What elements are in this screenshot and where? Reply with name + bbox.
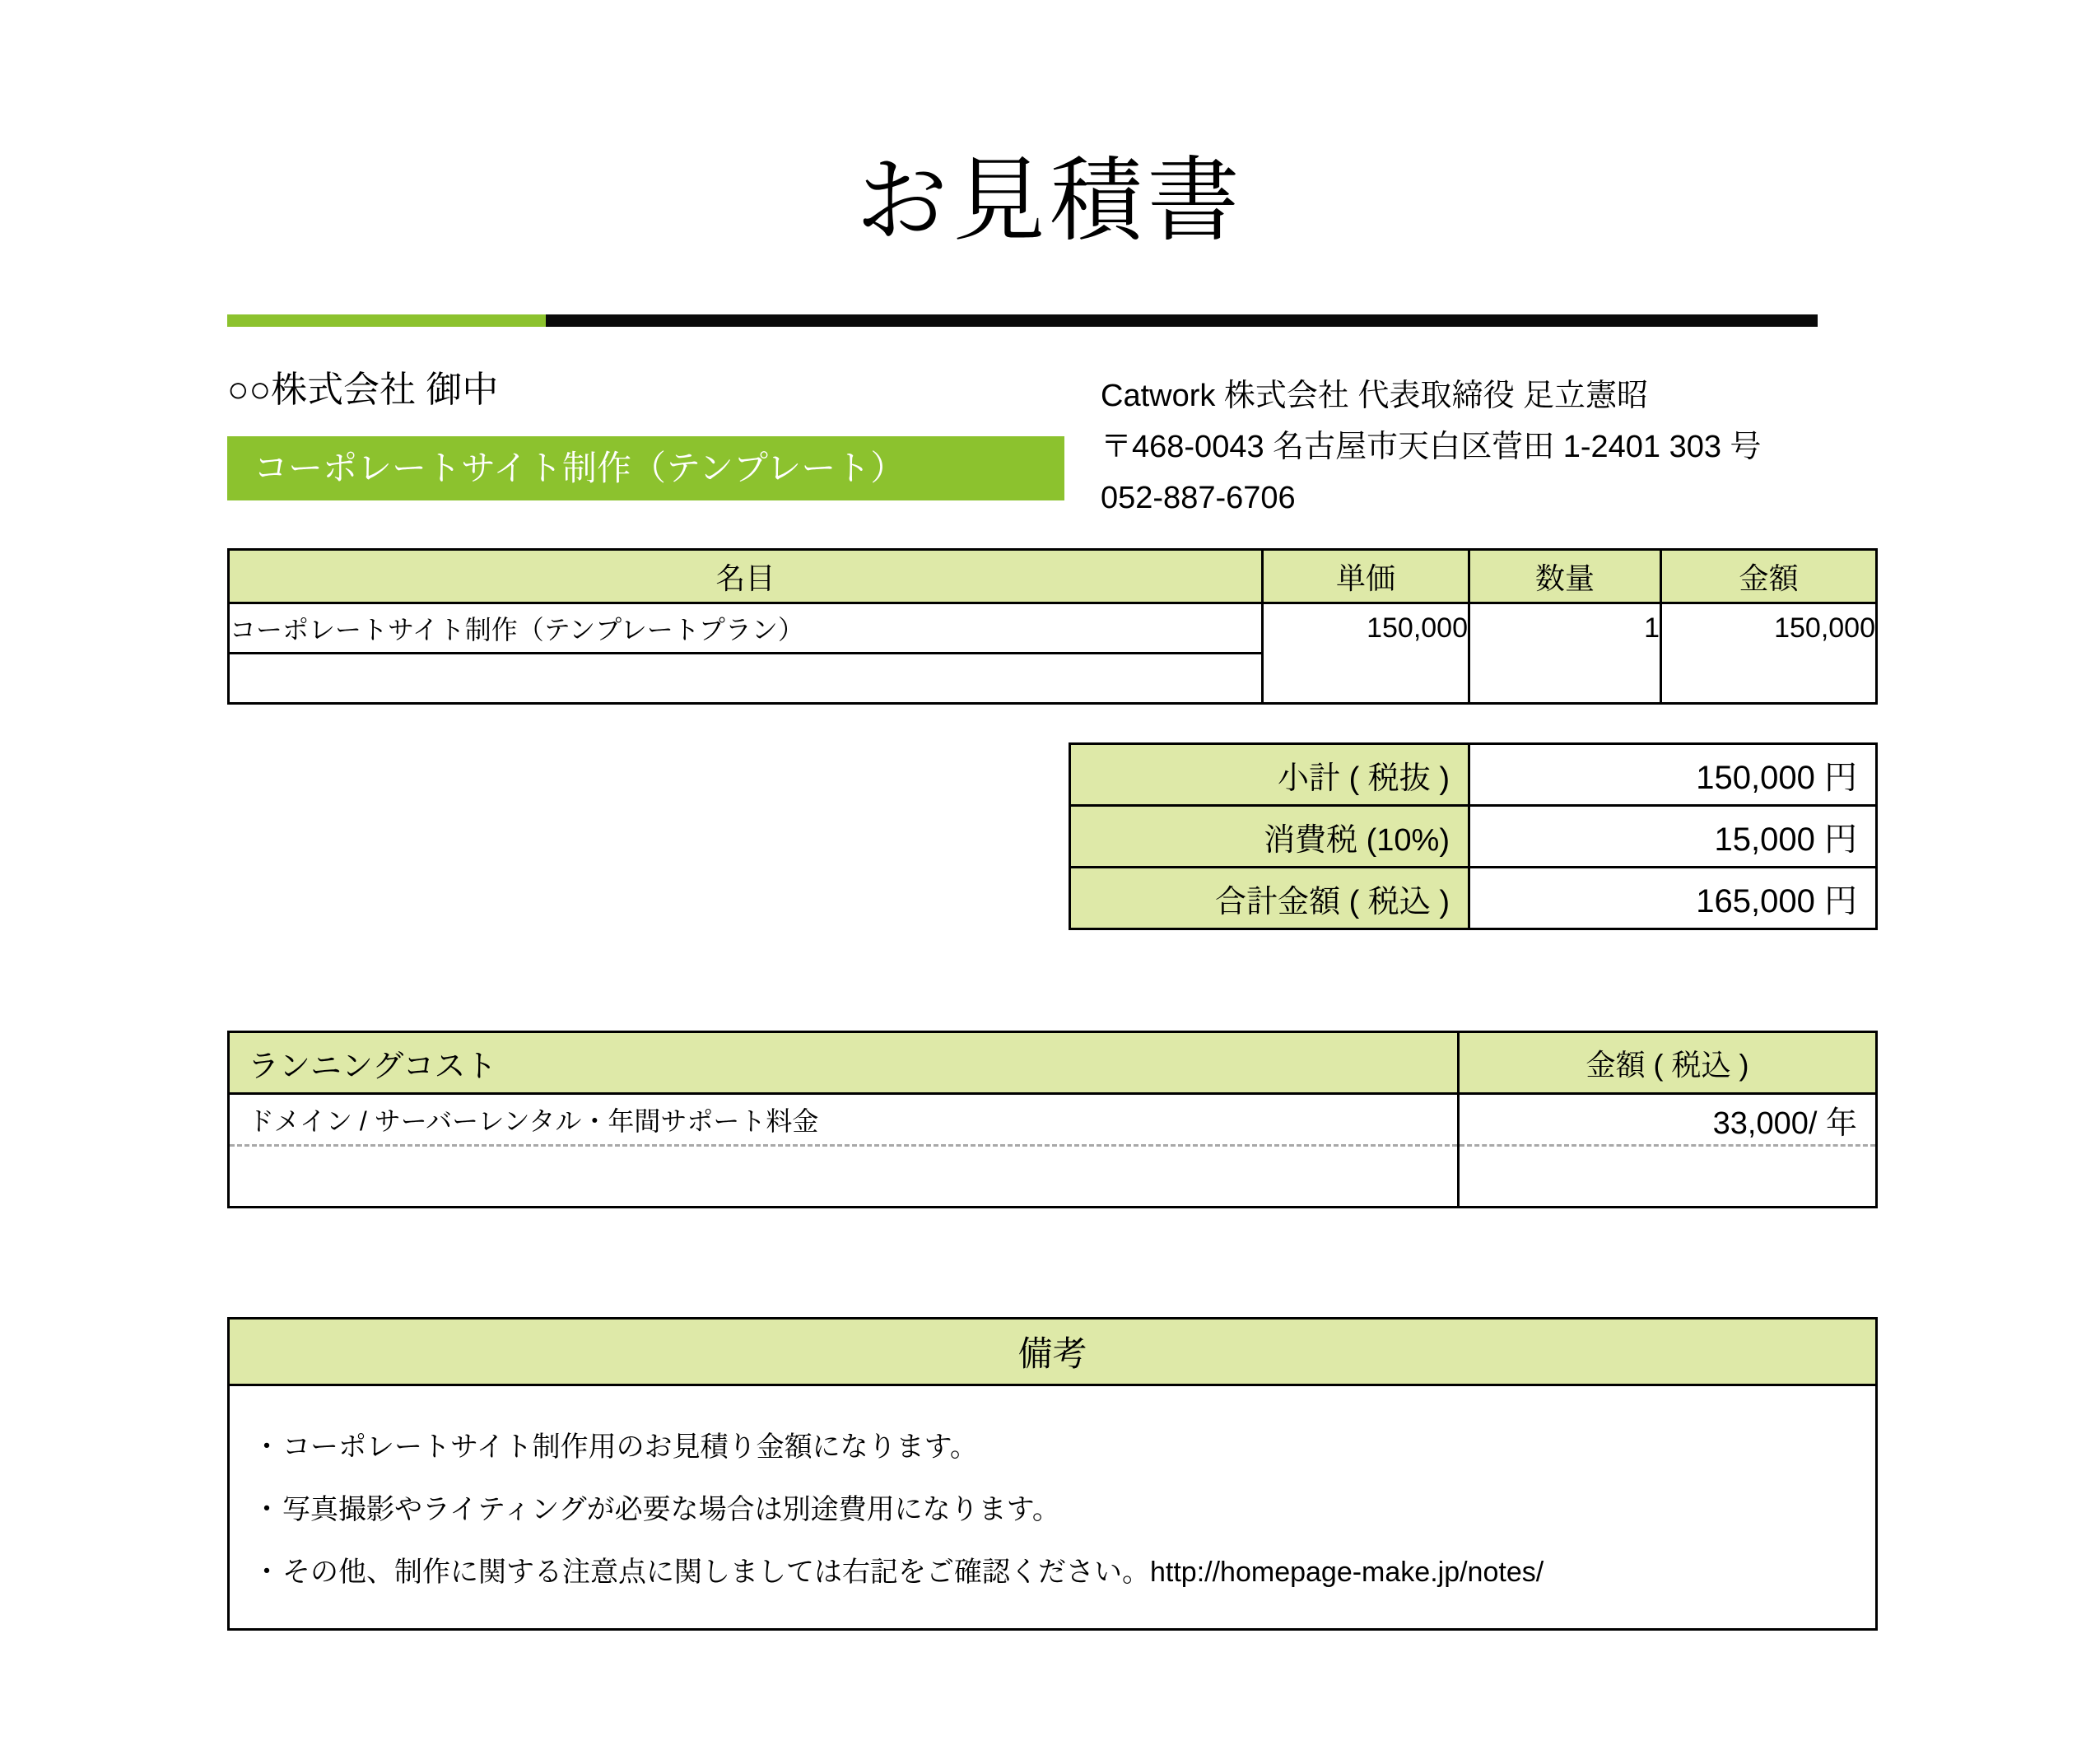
- running-cost-amount: 33,000/ 年: [1459, 1094, 1877, 1146]
- running-cost-name: ドメイン / サーバーレンタル・年間サポート料金: [229, 1094, 1459, 1146]
- item-quantity-empty: [1469, 654, 1661, 704]
- sender-phone-line: 052-887-6706: [1101, 481, 1296, 515]
- sender-address-line: 〒468-0043 名古屋市天白区菅田 1-2401 303 号: [1101, 430, 1762, 464]
- grand-total-value: 165,000 円: [1469, 868, 1877, 929]
- remarks-body: [229, 1385, 1877, 1630]
- remark-text: コーポレートサイト制作用のお見積り金額になります。: [282, 1431, 978, 1463]
- bullet-glyph: ・: [253, 1431, 282, 1463]
- totals-row-subtotal: [1070, 744, 1877, 806]
- item-name: コーポレートサイト制作（テンプレートプラン）: [229, 603, 1263, 654]
- table-row: [229, 603, 1877, 654]
- bullet-glyph: ・: [253, 1557, 282, 1588]
- remarks-heading: 備考: [229, 1319, 1877, 1385]
- accent-rule-black-segment: [546, 314, 1818, 327]
- running-cost-amount-empty: [1459, 1146, 1877, 1208]
- totals-table: [1069, 742, 1878, 930]
- remarks-header-row: [229, 1319, 1877, 1385]
- page-title: お見積書: [855, 149, 1245, 252]
- tax-value: 15,000 円: [1469, 806, 1877, 868]
- running-cost-header-row: [229, 1032, 1877, 1094]
- table-row-empty: [229, 654, 1877, 704]
- column-header-running-cost: ランニングコスト: [229, 1032, 1459, 1094]
- running-cost-table: [227, 1031, 1878, 1208]
- item-amount-empty: [1661, 654, 1877, 704]
- remark-text: その他、制作に関する注意点に関しましては右記をご確認ください。http://homepage-make.jp/notes/: [282, 1557, 1544, 1588]
- remarks-table: [227, 1317, 1878, 1631]
- sender-info: [1101, 370, 1762, 524]
- subtotal-label: 小計 ( 税抜 ): [1070, 744, 1469, 806]
- bullet-glyph: ・: [253, 1494, 282, 1525]
- grand-total-label: 合計金額 ( 税込 ): [1070, 868, 1469, 929]
- table-row: [229, 1094, 1877, 1146]
- running-cost-name-empty: [229, 1146, 1459, 1208]
- item-name-empty: [229, 654, 1263, 704]
- project-tag: コーポレートサイト制作（テンプレート）: [227, 436, 1064, 500]
- remarks-body-row: [229, 1385, 1877, 1630]
- accent-rule: [227, 314, 1818, 327]
- items-table: [227, 548, 1878, 705]
- accent-rule-green-segment: [227, 314, 546, 327]
- items-table-header-row: [229, 550, 1877, 603]
- column-header-name: 名目: [229, 550, 1263, 603]
- remark-item: [253, 1541, 1852, 1603]
- sender-company-line: Catwork 株式会社 代表取締役 足立憲昭: [1101, 379, 1649, 413]
- tax-label: 消費税 (10%): [1070, 806, 1469, 868]
- column-header-running-amount: 金額 ( 税込 ): [1459, 1032, 1877, 1094]
- client-name: ○○株式会社 御中: [227, 370, 499, 410]
- remark-item: [253, 1416, 1852, 1478]
- table-row-empty: [229, 1146, 1877, 1208]
- totals-row-grand-total: [1070, 868, 1877, 929]
- item-unit-price: 150,000: [1263, 603, 1469, 654]
- remark-text: 写真撮影やライティングが必要な場合は別途費用になります。: [282, 1494, 1060, 1525]
- column-header-quantity: 数量: [1469, 550, 1661, 603]
- subtotal-value: 150,000 円: [1469, 744, 1877, 806]
- totals-row-tax: [1070, 806, 1877, 868]
- column-header-amount: 金額: [1661, 550, 1877, 603]
- remark-item: [253, 1478, 1852, 1541]
- column-header-unit-price: 単価: [1263, 550, 1469, 603]
- item-amount: 150,000: [1661, 603, 1877, 654]
- item-quantity: 1: [1469, 603, 1661, 654]
- item-unit-price-empty: [1263, 654, 1469, 704]
